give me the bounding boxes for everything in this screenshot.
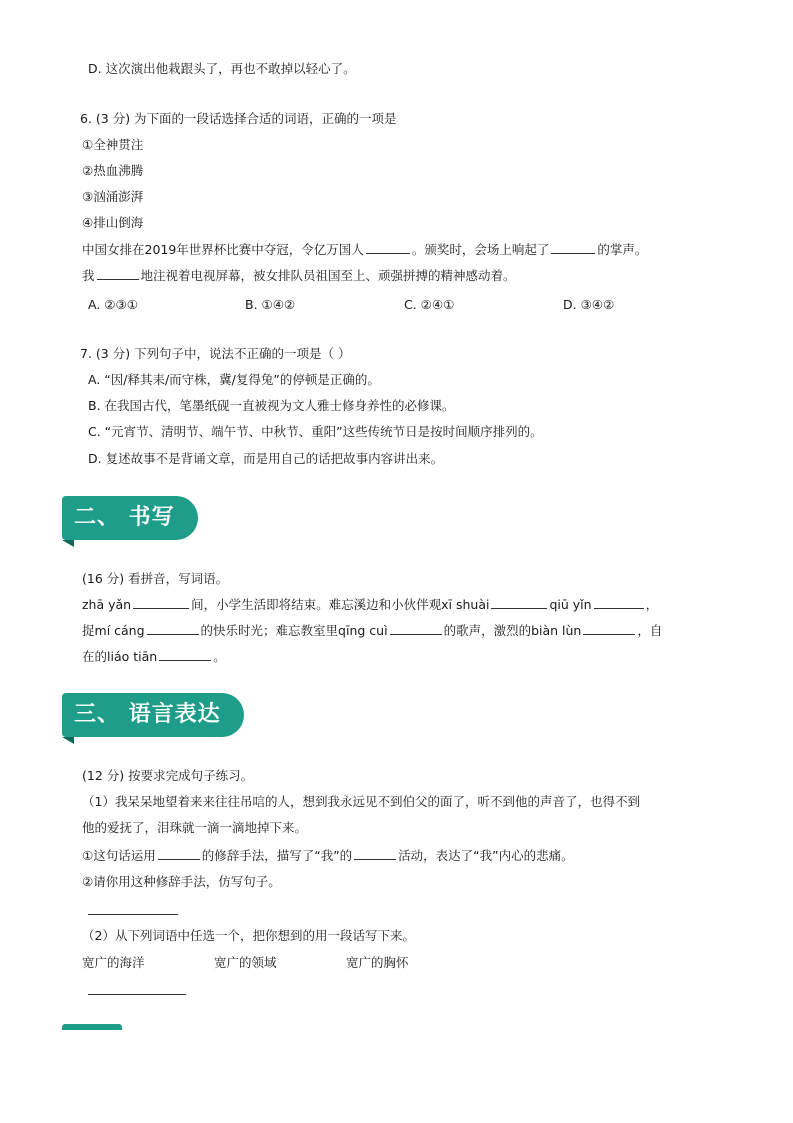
text: ①这句话运用	[82, 848, 156, 863]
text: 的修辞手法，描写了“我”的	[201, 848, 353, 863]
q7-option-a[interactable]: A. “因/释其耒/而守株，冀/复得兔”的停顿是正确的。	[88, 372, 380, 387]
answer-line[interactable]	[88, 994, 186, 995]
answer-blank[interactable]	[583, 622, 635, 635]
q6-option-c[interactable]: C. ②④①	[404, 297, 455, 312]
q5-option-d: D. 这次演出他栽跟头了，再也不敢掉以轻心了。	[88, 61, 356, 76]
q6-option-d[interactable]: D. ③④②	[563, 297, 615, 312]
q6-passage-text: 中国女排在2019年世界杯比赛中夺冠，令亿万国人	[82, 242, 364, 257]
banner-fold	[62, 540, 74, 547]
answer-blank[interactable]	[390, 622, 442, 635]
section-3-stem: (12 分) 按要求完成句子练习。	[82, 768, 254, 783]
answer-blank[interactable]	[159, 648, 211, 661]
text: 。	[213, 649, 226, 664]
section-2-stem: (16 分) 看拼音，写词语。	[82, 571, 229, 586]
q6-stem: 6. (3 分) 为下面的一段话选择合适的词语，正确的一项是	[80, 111, 397, 126]
section-2-line-1	[82, 596, 658, 614]
text: 活动，表达了“我”内心的悲痛。	[398, 848, 574, 863]
section-2-title: 二、 书写	[62, 496, 198, 540]
q6-blank-1[interactable]	[366, 241, 410, 254]
banner-fold	[62, 737, 74, 744]
q6-option-b[interactable]: B. ①④②	[245, 297, 296, 312]
section-3-title: 三、 语言表达	[62, 693, 244, 737]
q6-passage-text: 我	[82, 268, 95, 283]
q6-option-a[interactable]: A. ②③①	[88, 297, 138, 312]
section-2-line-3	[82, 648, 226, 666]
q7-option-d[interactable]: D. 复述故事不是背诵文章，而是用自己的话把故事内容讲出来。	[88, 451, 444, 466]
choice-3: 宽广的胸怀	[346, 955, 409, 970]
q6-word-3: ③汹涌澎湃	[82, 189, 144, 204]
answer-blank[interactable]	[158, 847, 200, 860]
text: 在的	[82, 649, 108, 664]
answer-blank[interactable]	[133, 596, 189, 609]
text: 间，小学生活即将结束。难忘溪边和小伙伴观	[191, 597, 442, 612]
q6-word-2: ②热血沸腾	[82, 163, 144, 178]
q6-passage-text: 。颁奖时，会场上响起了	[411, 242, 550, 257]
pinyin: xī shuài	[441, 597, 490, 612]
q6-passage-text: 的掌声。	[597, 242, 648, 257]
text: ，自	[637, 623, 663, 638]
pinyin: mí cáng	[94, 623, 145, 638]
text: ，	[645, 597, 659, 612]
pinyin: qīng cuì	[338, 623, 388, 638]
section-2-banner	[62, 496, 198, 546]
section-3-banner	[62, 693, 244, 743]
q6-passage-line-2	[82, 267, 516, 285]
text: 的快乐时光；难忘教室里	[200, 623, 339, 638]
pinyin: qiū yǐn	[549, 597, 592, 612]
pinyin: zhā yǎn	[82, 597, 132, 612]
answer-blank[interactable]	[354, 847, 396, 860]
q6-blank-2[interactable]	[551, 241, 595, 254]
q6-word-1: ①全神贯注	[82, 137, 144, 152]
q6-word-4: ④排山倒海	[82, 215, 144, 230]
q6-passage-line-1	[82, 241, 647, 259]
pinyin: biàn lùn	[531, 623, 582, 638]
answer-blank[interactable]	[147, 622, 199, 635]
section-3-sub-2: ②请你用这种修辞手法，仿写句子。	[82, 874, 281, 889]
next-section-banner	[62, 1024, 122, 1030]
section-3-p2: （2）从下列词语中任选一个，把你想到的用一段话写下来。	[82, 928, 415, 943]
section-3-p1-line-1: （1）我呆呆地望着来来往往吊唁的人，想到我永远见不到伯父的面了，听不到他的声音了，也得不到	[82, 794, 640, 809]
section-3-sub-1	[82, 847, 574, 865]
text: 捉	[82, 623, 95, 638]
choice-1: 宽广的海洋	[82, 955, 145, 970]
q7-option-c[interactable]: C. “元宵节、清明节、端午节、中秋节、重阳”这些传统节日是按时间顺序排列的。	[88, 424, 543, 439]
q6-passage-text: 地注视着电视屏幕，被女排队员祖国至上、顽强拼搏的精神感动着。	[140, 268, 516, 283]
choice-2: 宽广的领域	[214, 955, 277, 970]
answer-blank[interactable]	[491, 596, 547, 609]
q7-option-b[interactable]: B. 在我国古代，笔墨纸砚一直被视为文人雅士修身养性的必修课。	[88, 398, 455, 413]
pinyin: liáo tiān	[107, 649, 158, 664]
answer-line[interactable]	[88, 914, 178, 915]
q7-stem: 7. (3 分) 下列句子中，说法不正确的一项是（ ）	[80, 346, 351, 361]
answer-blank[interactable]	[594, 596, 644, 609]
section-3-p1-line-2: 他的爱抚了，泪珠就一滴一滴地掉下来。	[82, 820, 308, 835]
q6-blank-3[interactable]	[97, 267, 139, 280]
text: 的歌声，激烈的	[443, 623, 532, 638]
section-2-line-2	[82, 622, 662, 640]
